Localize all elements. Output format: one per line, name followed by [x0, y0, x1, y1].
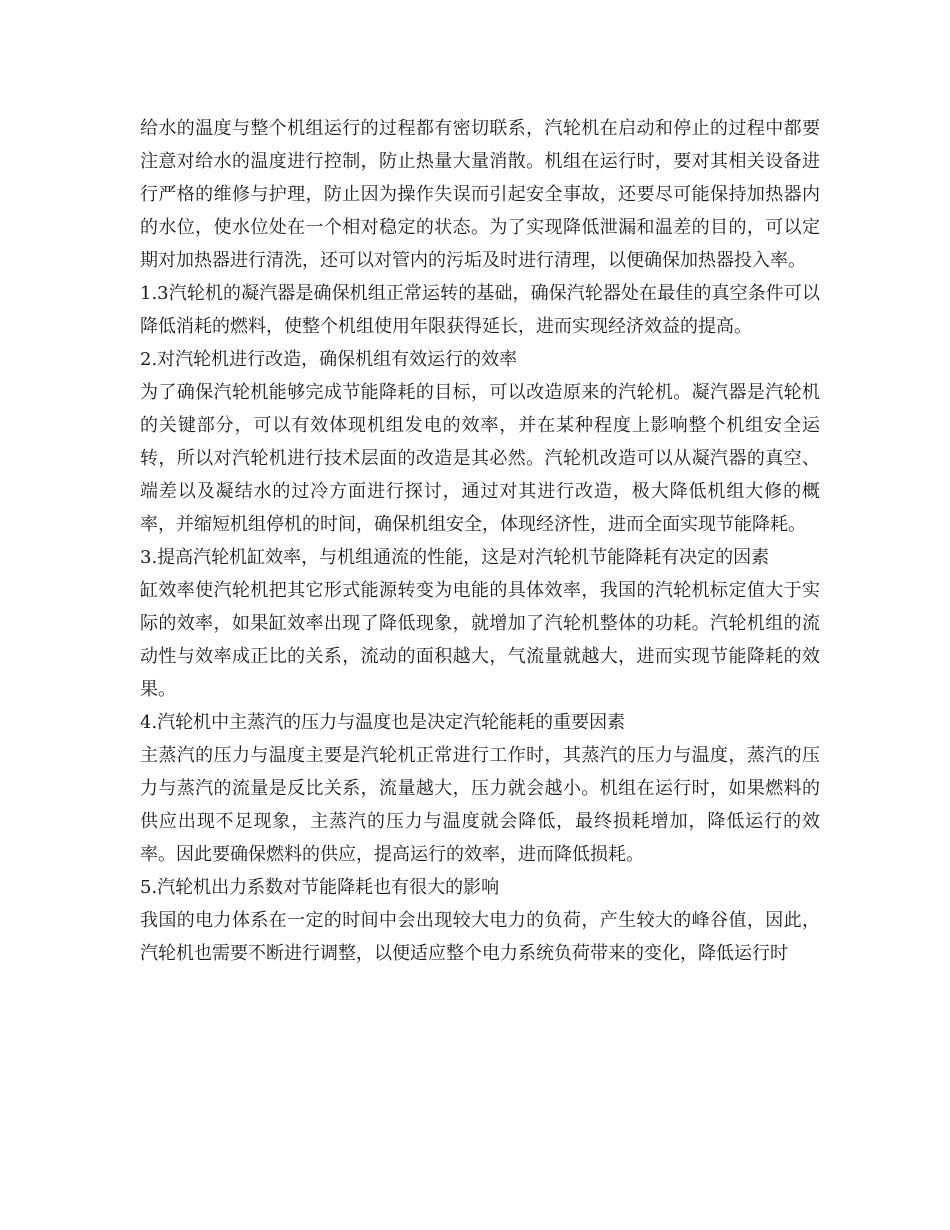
heading-main-steam: 4.汽轮机中主蒸汽的压力与温度也是决定汽轮能耗的重要因素 [140, 712, 626, 733]
paragraph-turbine-retrofit: 为了确保汽轮机能够完成节能降耗的目标，可以改造原来的汽轮机。凝汽器是汽轮机的关键部分，可以有效体现机组发电的效率，并在某种程度上影响整个机组安全运转，所以对汽轮机进行技术层面的改造是其必然。汽轮机改造可以从凝汽器的真空、端差以及凝结水的过冷方面进行探讨，通过对其进行改造，极大降低机组大修的概率，并缩短机组停机的时间，确保机组安全，体现经济性，进而全面实现节能降耗。 [140, 382, 820, 535]
document-body [140, 112, 820, 970]
paragraph-feedwater-temperature: 给水的温度与整个机组运行的过程都有密切联系，汽轮机在启动和停止的过程中都要注意对给水的温度进行控制，防止热量大量消散。机组在运行时，要对其相关设备进行严格的维修与护理，防止因为操作失误而引起安全事故，还要尽可能保持加热器内的水位，使水位处在一个相对稳定的状态。为了实现降低泄漏和温差的目的，可以定期对加热器进行清洗，还可以对管内的污垢及时进行清理，以便确保加热器投入率。 [140, 118, 820, 271]
paragraph-output-coefficient: 我国的电力体系在一定的时间中会出现较大电力的负荷，产生较大的峰谷值，因此，汽轮机也需要不断进行调整，以便适应整个电力系统负荷带来的变化，降低运行时 [140, 910, 820, 964]
heading-output-coefficient: 5.汽轮机出力系数对节能降耗也有很大的影响 [140, 877, 500, 898]
heading-turbine-retrofit: 2.对汽轮机进行改造，确保机组有效运行的效率 [140, 349, 518, 370]
paragraph-cylinder-efficiency: 缸效率使汽轮机把其它形式能源转变为电能的具体效率，我国的汽轮机标定值大于实际的效率，如果缸效率出现了降低现象，就增加了汽轮机整体的功耗。汽轮机组的流动性与效率成正比的关系，流动的面积越大，气流量就越大，进而实现节能降耗的效果。 [140, 580, 820, 700]
heading-cylinder-efficiency: 3.提高汽轮机缸效率，与机组通流的性能，这是对汽轮机节能降耗有决定的因素 [140, 547, 770, 568]
paragraph-main-steam: 主蒸汽的压力与温度主要是汽轮机正常进行工作时，其蒸汽的压力与温度，蒸汽的压力与蒸汽的流量是反比关系，流量越大，压力就会越小。机组在运行时，如果燃料的供应出现不足现象，主蒸汽的压力与温度就会降低，最终损耗增加，降低运行的效率。因此要确保燃料的供应，提高运行的效率，进而降低损耗。 [140, 745, 820, 865]
paragraph-condenser: 1.3汽轮机的凝汽器是确保机组正常运转的基础，确保汽轮器处在最佳的真空条件可以降低消耗的燃料，使整个机组使用年限获得延长，进而实现经济效益的提高。 [140, 283, 820, 337]
